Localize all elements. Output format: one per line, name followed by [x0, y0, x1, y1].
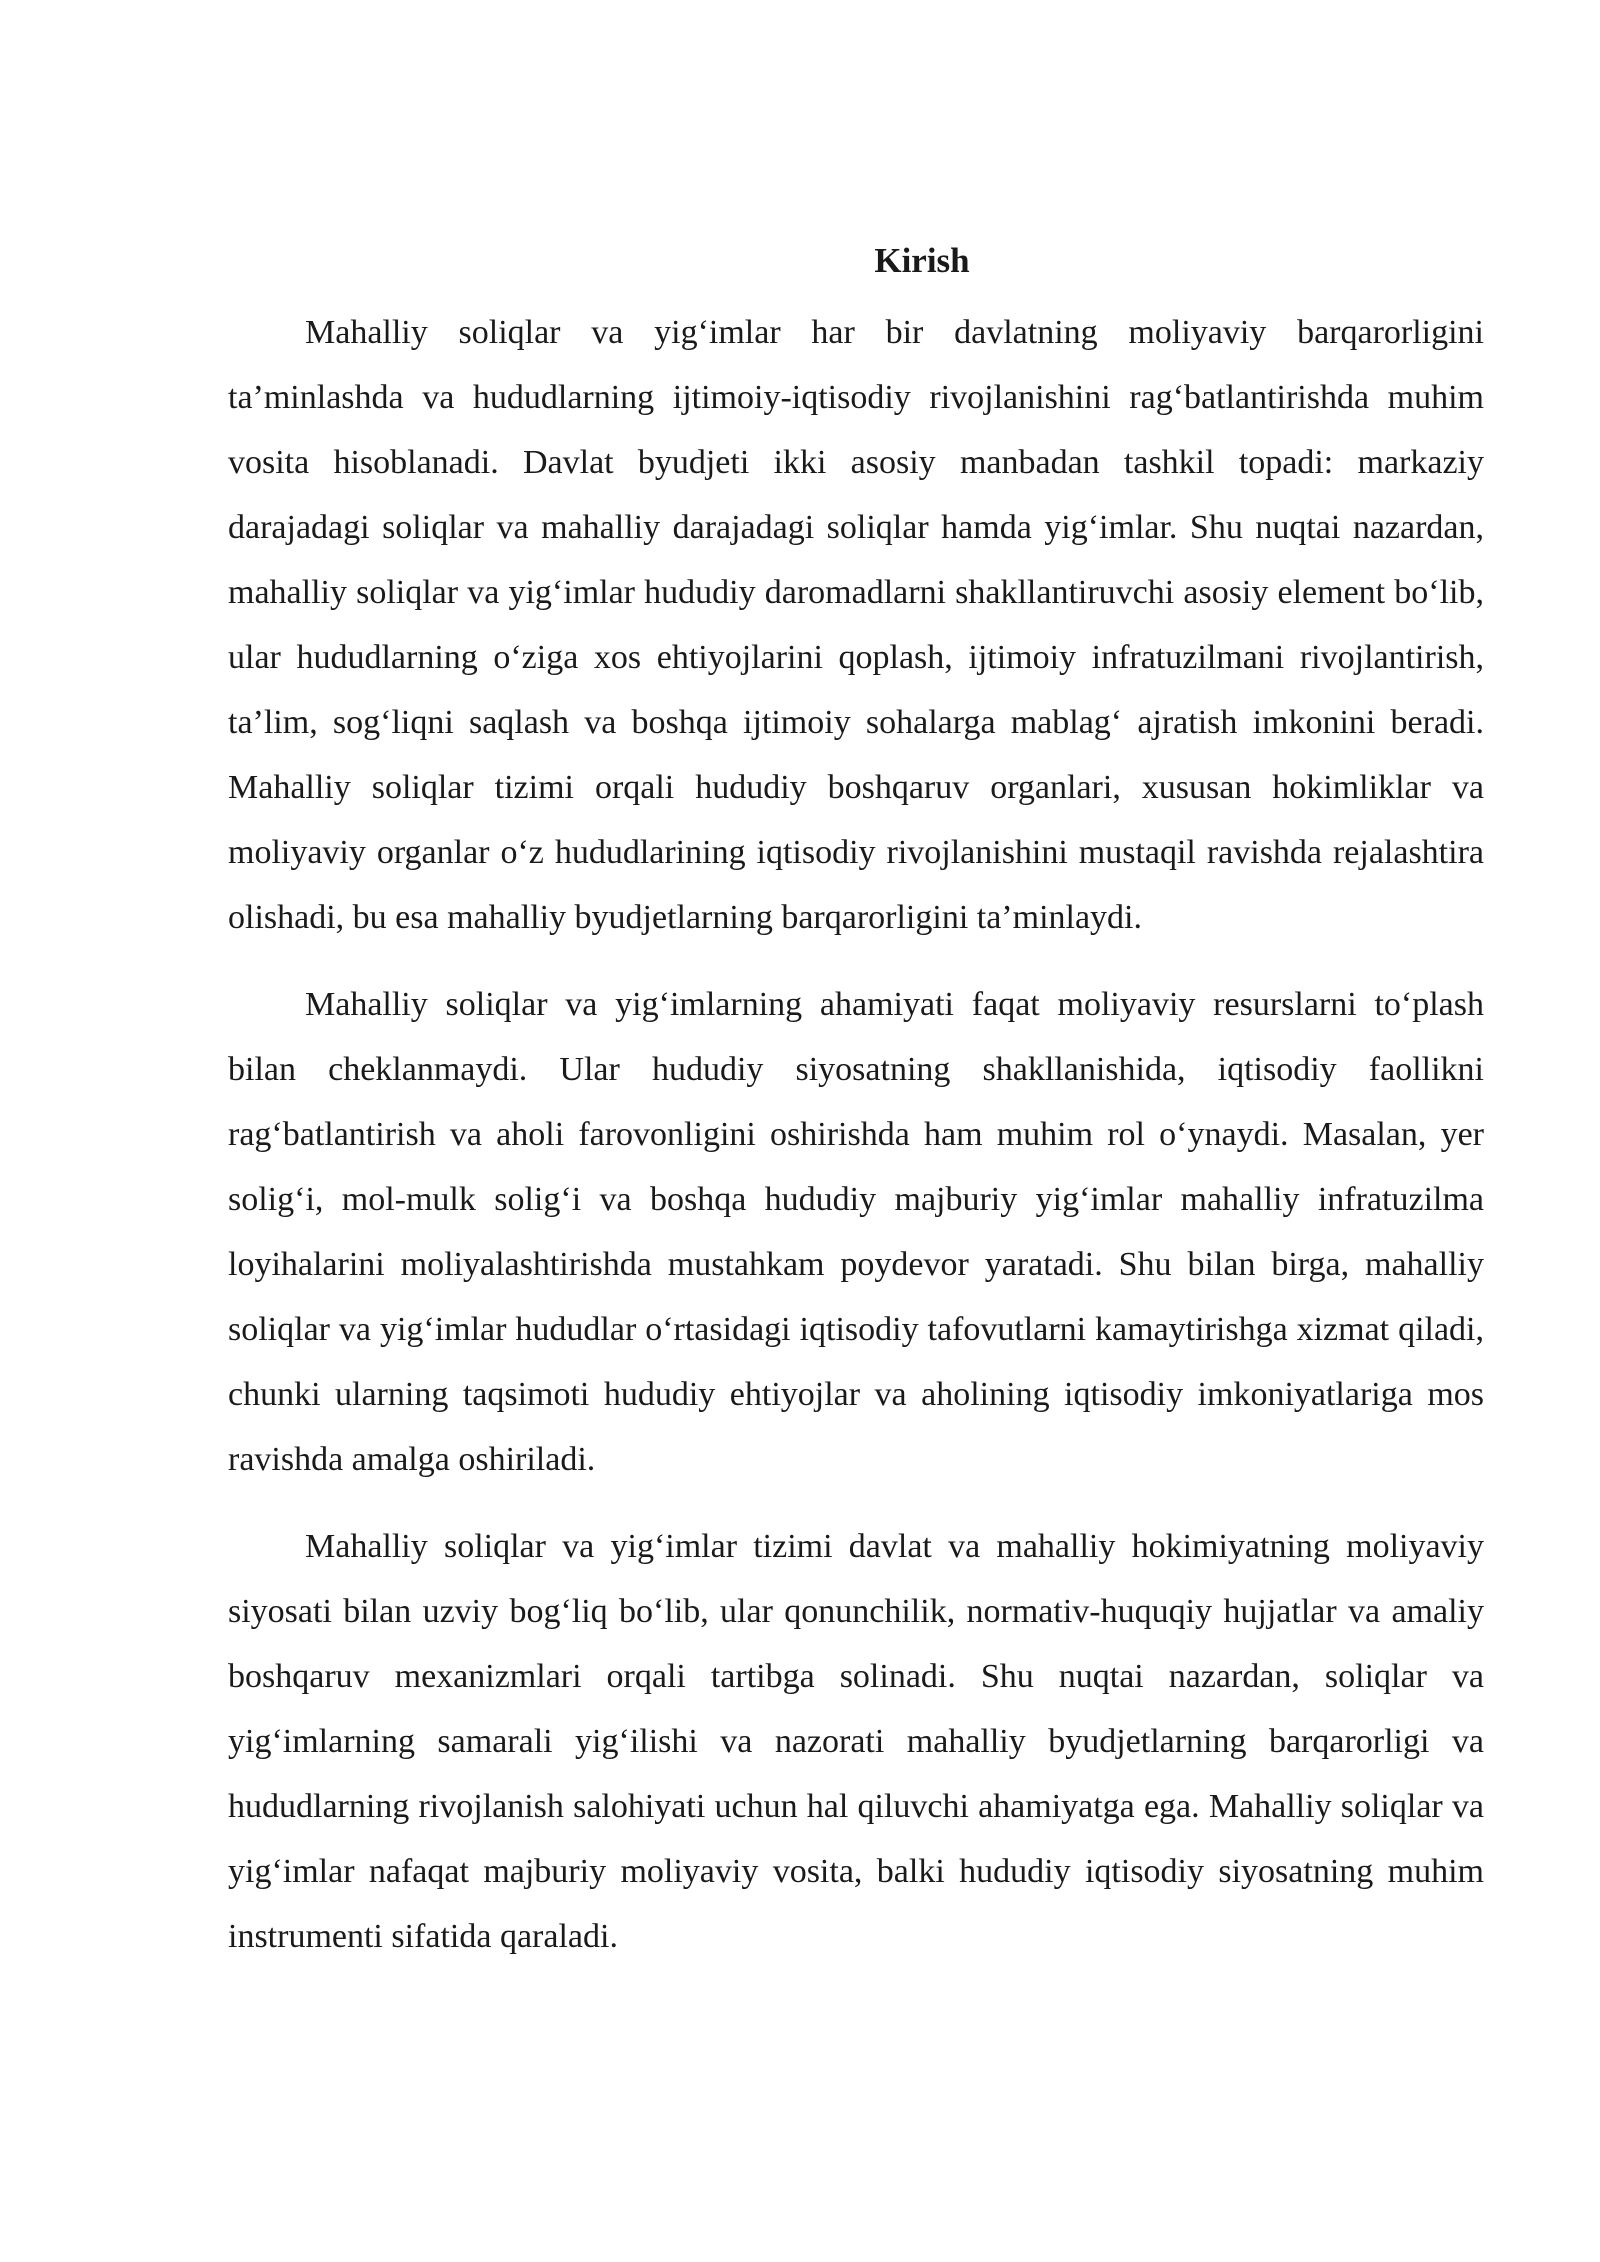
page-title: Kirish	[874, 241, 970, 280]
paragraph-3: Mahalliy soliqlar va yig‘imlar tizimi davlat va mahalliy hokimiyatning moliyaviy siyosati bilan uzviy bog‘liq bo‘lib, ular qonunchilik, normativ-huquqiy hujjatlar va amaliy boshqaruv mexanizmlari orqali tartibga solinadi. Shu nuqtai nazardan, soliqlar va yig‘imlarning samarali yig‘ilishi va nazorati mahalliy byudjetlarning barqarorligi va hududlarning rivojlanish salohiyati uchun hal qiluvchi ahamiyatga ega. Mahalliy soliqlar va yig‘imlar nafaqat majburiy moliyaviy vosita, balki hududiy iqtisodiy siyosatning muhim instrumenti sifatida qaraladi.	[228, 1528, 1484, 1955]
page-content	[228, 236, 1484, 1991]
paragraph-2: Mahalliy soliqlar va yig‘imlarning ahamiyati faqat moliyaviy resurslarni to‘plash bilan cheklanmaydi. Ular hududiy siyosatning shakllanishida, iqtisodiy faollikni rag‘batlantirish va aholi farovonligini oshirishda ham muhim rol o‘ynaydi. Masalan, yer solig‘i, mol-mulk solig‘i va boshqa hududiy majburiy yig‘imlar mahalliy infratuzilma loyihalarini moliyalashtirishda mustahkam poydevor yaratadi. Shu bilan birga, mahalliy soliqlar va yig‘imlar hududlar o‘rtasidagi iqtisodiy tafovutlarni kamaytirishga xizmat qiladi, chunki ularning taqsimoti hududiy ehtiyojlar va aholining iqtisodiy imkoniyatlariga mos ravishda amalga oshiriladi.	[228, 986, 1484, 1478]
paragraph-1: Mahalliy soliqlar va yig‘imlar har bir davlatning moliyaviy barqarorligini ta’minlashda va hududlarning ijtimoiy-iqtisodiy rivojlanishini rag‘batlantirishda muhim vosita hisoblanadi. Davlat byudjeti ikki asosiy manbadan tashkil topadi: markaziy darajadagi soliqlar va mahalliy darajadagi soliqlar hamda yig‘imlar. Shu nuqtai nazardan, mahalliy soliqlar va yig‘imlar hududiy daromadlarni shakllantiruvchi asosiy element bo‘lib, ular hududlarning o‘ziga xos ehtiyojlarini qoplash, ijtimoiy infratuzilmani rivojlantirish, ta’lim, sog‘liqni saqlash va boshqa ijtimoiy sohalarga mablag‘ ajratish imkonini beradi. Mahalliy soliqlar tizimi orqali hududiy boshqaruv organlari, xususan hokimliklar va moliyaviy organlar o‘z hududlarining iqtisodiy rivojlanishini mustaqil ravishda rejalashtira olishadi, bu esa mahalliy byudjetlarning barqarorligini ta’minlaydi.	[228, 314, 1484, 936]
